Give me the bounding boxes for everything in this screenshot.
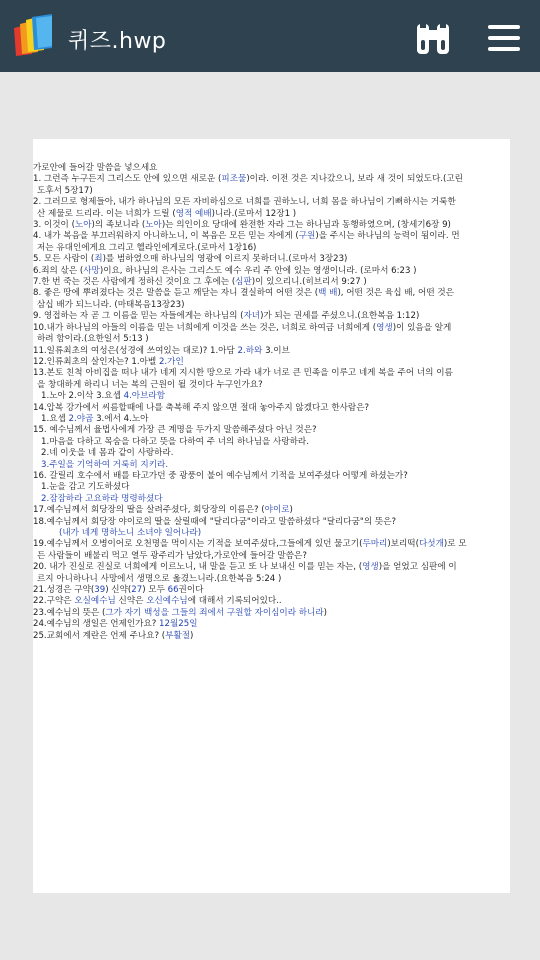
document-line xyxy=(33,334,500,345)
answer-text: 오실예수님 xyxy=(74,596,116,607)
question-text: 도후서 5장17) xyxy=(37,185,93,196)
document-line xyxy=(33,528,500,539)
question-text: 5. 모든 사람이 ( xyxy=(33,254,95,265)
question-text: 하려 함이라.(요한일서 5:13 ) xyxy=(37,334,149,345)
question-text: )가 되는 권세를 주셨으니.(요한복음 1:12) xyxy=(260,311,420,322)
question-text: 12.인류최초의 살인자는? 1.아벨 xyxy=(33,356,159,367)
document-line xyxy=(33,311,500,322)
question-text: 1.눈을 감고 기도하셨다 xyxy=(41,482,130,493)
question-text: 2.네 이웃을 네 몸과 같이 사랑하라. xyxy=(41,448,174,459)
question-text: 10.내가 하나님의 아들의 이름을 믿는 너희에게 이것을 쓰는 것은, 너희로 하여금 너희에게 ( xyxy=(33,322,377,333)
answer-text: 66 xyxy=(167,585,179,596)
document-line xyxy=(33,254,500,265)
hamburger-menu-icon[interactable] xyxy=(484,18,524,58)
question-text: 17.예수님께서 회당장의 딸을 살려주셨다, 회당장의 이름은? ( xyxy=(33,505,265,516)
question-text: 22.구약은 xyxy=(33,596,75,607)
answer-text: 4.아브라함 xyxy=(123,391,166,402)
document-line xyxy=(33,471,500,482)
question-text: 든 사람들이 배불리 먹고 열두 광주리가 남았다,가로안에 들어갈 말씀은? xyxy=(37,550,307,561)
question-text: 1. 그런즉 누구든지 그리스도 안에 있으면 새로운 ( xyxy=(33,174,222,185)
document-line xyxy=(33,631,500,642)
answer-text: 두마리 xyxy=(362,539,388,550)
question-text: 16. 갈릴리 호수에서 배를 타고가던 중 광풍이 불어 예수님께서 기적을 보여주셨다 어떻게 하셨는가? xyxy=(33,470,408,481)
document-line xyxy=(33,186,500,197)
document-line xyxy=(33,220,500,231)
document-line xyxy=(33,380,500,391)
document-line xyxy=(33,494,500,505)
answer-text: 2.가인 xyxy=(158,356,184,367)
question-text: 19.예수님께서 오병이어로 오천명을 먹이시는 기적을 보여주셨다,그들에게 있던 물고기( xyxy=(33,539,363,550)
answer-text: 영적 예배 xyxy=(175,208,212,219)
question-text: 3.에서 4.노아 xyxy=(93,413,149,424)
question-text: ) xyxy=(190,630,194,641)
answer-text: 노아 xyxy=(74,220,92,231)
document-body xyxy=(33,139,510,642)
question-text: 1.마음을 다하고 목숨을 다하고 뜻을 다하여 주 너의 하나님을 사랑하라. xyxy=(41,436,309,447)
document-line xyxy=(33,574,500,585)
question-text: 11.일류최초의 여성은(성경에 쓰여있는 대로)? 1.아담 xyxy=(33,345,238,356)
document-line xyxy=(33,323,500,334)
question-text: 23.예수님의 뜻은 ( xyxy=(33,607,106,618)
answer-text: 3.주일을 기억하여 거룩히 지키라. xyxy=(41,459,169,470)
question-text: 3. 이것이 ( xyxy=(33,220,75,231)
question-text: 6.죄의 삯은 ( xyxy=(33,265,84,276)
question-text: )니라.(로마서 12장1 ) xyxy=(211,208,297,219)
document-line xyxy=(33,460,500,471)
question-text: )이 있음을 알게 xyxy=(392,322,452,333)
question-text: )을 주시는 하나님의 능력이 됨이라. 먼 xyxy=(315,231,460,242)
document-line xyxy=(33,562,500,573)
answer-text: 자녀 xyxy=(243,311,261,322)
answer-text: 구원 xyxy=(298,231,316,242)
answer-text: 죄 xyxy=(94,254,103,265)
answer-text: 그가 자기 백성을 그들의 죄에서 구원할 자이심이라 하니라 xyxy=(105,607,324,618)
document-page xyxy=(33,139,510,893)
question-text: 에 대해서 기록되어있다.. xyxy=(187,596,282,607)
question-text: 14.압복 강가에서 씨름할때에 나를 축복해 주지 않으면 절대 놓아주지 않겠다고 한사람은? xyxy=(33,402,370,413)
question-text: 8. 좋은 땅에 뿌려졌다는 것은 말씀을 듣고 깨닫는 자니 결실하여 어떤 것은 ( xyxy=(33,288,319,299)
question-text: ) xyxy=(289,505,293,516)
question-text: 7.한 번 죽는 것은 사람에게 정하신 것이요 그 후에는 ( xyxy=(33,277,236,288)
answer-text: 27 xyxy=(131,585,143,596)
document-line xyxy=(33,174,500,185)
document-heading: 가로안에 들어갈 말씀을 넣으세요 xyxy=(33,163,158,173)
question-text: 21.성경은 구약( xyxy=(33,585,95,596)
question-text: )이라. 이전 것은 지나갔으니, 보라 새 것이 되었도다.(고린 xyxy=(246,174,463,185)
answer-text: 야이로 xyxy=(264,505,290,516)
question-text: 저는 유대인에게요 그리고 헬라인에게로다.(로마서 1장16) xyxy=(37,242,257,253)
document-line xyxy=(33,346,500,357)
question-text: 15. 예수님께서 율법사에게 가장 큰 계명을 두가지 말씀해주셨다 아닌 것은? xyxy=(33,425,317,436)
question-text: )보리떡( xyxy=(387,539,419,550)
document-line xyxy=(33,608,500,619)
document-line xyxy=(33,391,500,402)
question-text: ) 모두 xyxy=(142,585,168,596)
document-line xyxy=(33,551,500,562)
question-text: 9. 영접하는 자 곧 그 이름을 믿는 자들에게는 하나님의 ( xyxy=(33,311,244,322)
question-text: 2. 그러므로 형제들아, 내가 하나님의 모든 자비하심으로 너희를 권하노니, 너희 몸을 하나님이 기뻐하시는 거룩한 xyxy=(33,197,456,208)
answer-text: 39 xyxy=(94,585,106,596)
document-line xyxy=(33,437,500,448)
answer-text: (내가 네게 명하노니 소녀야 일어나라) xyxy=(59,528,202,538)
question-text: 13.본토 친척 아비집을 떠나 내가 네게 지시한 땅으로 가라 내가 너로 큰 민족을 이루고 네게 복을 주어 너의 이름 xyxy=(33,368,453,379)
question-text: 20. 내가 진실로 진실로 너희에게 이르노니, 내 말을 듣고 또 나 보내신 이를 믿는 자는, ( xyxy=(33,562,363,573)
question-text: 르지 아니하나니 사망에서 생명으로 옮겼느니라.(요한복음 5:24 ) xyxy=(37,573,282,584)
document-line xyxy=(33,357,500,368)
document-line xyxy=(33,231,500,242)
question-text: 권이다 xyxy=(178,585,204,596)
answer-text: 영생 xyxy=(362,562,379,573)
document-line xyxy=(33,448,500,459)
document-line xyxy=(33,403,500,414)
document-line xyxy=(33,368,500,379)
binoculars-icon[interactable] xyxy=(413,18,453,58)
answer-text: 영생 xyxy=(376,322,393,333)
document-line xyxy=(33,517,500,528)
question-text: 삼십 배가 되느니라. (마태복음13장23) xyxy=(37,299,185,310)
document-line xyxy=(33,414,500,425)
question-text: )의 족보니라 ( xyxy=(91,220,146,231)
question-text: 1.노아 2.이삭 3.요셉 xyxy=(41,391,124,402)
document-line xyxy=(33,482,500,493)
document-line xyxy=(33,266,500,277)
answer-text: 2.잠잠하라 고요하라 명령하셨다 xyxy=(41,493,163,504)
question-text: 3.이브 xyxy=(262,345,290,356)
answer-text: 피조물 xyxy=(221,174,247,185)
answer-text: 2.하와 xyxy=(237,345,263,356)
document-line xyxy=(33,596,500,607)
polaris-book-logo-icon xyxy=(8,10,60,62)
question-text: )을 얻었고 심판에 이 xyxy=(378,562,457,573)
question-text: )는 의인이요 당대에 완전한 자라 그는 하나님과 동행하였으며, (창세기6장 9) xyxy=(161,220,451,231)
answer-text: 심판 xyxy=(235,277,252,288)
answer-text: 오신예수님 xyxy=(146,596,188,607)
document-line xyxy=(33,209,500,220)
question-text: )이요, 하나님의 은사는 그리스도 예수 우리 주 안에 있는 영생이니라. (로마서 6:23 ) xyxy=(99,265,417,276)
answer-text: 노아 xyxy=(145,220,162,231)
document-line xyxy=(33,300,500,311)
answer-text: 사망 xyxy=(83,265,100,276)
document-line xyxy=(33,197,500,208)
document-line xyxy=(33,619,500,630)
document-line xyxy=(33,288,500,299)
question-text: 1.요셉 xyxy=(41,413,69,424)
document-line xyxy=(33,243,500,254)
document-line xyxy=(33,585,500,596)
answer-text: 다섯개 xyxy=(418,539,444,550)
document-title: 퀴즈.hwp xyxy=(68,29,167,54)
question-list xyxy=(33,174,500,642)
document-line xyxy=(33,425,500,436)
question-text: ), 어떤 것은 육십 배, 어떤 것은 xyxy=(337,288,454,299)
question-text: 25.교회에서 계란은 언제 주나요? ( xyxy=(33,630,166,641)
answer-text: 부활절 xyxy=(165,630,191,641)
question-text: ) 신약( xyxy=(105,585,132,596)
document-line xyxy=(33,505,500,516)
app-toolbar xyxy=(0,0,540,72)
question-text: 18.예수님께서 회당장 야이로의 딸을 살릴때에 "달리다굼"이라고 말씀하셨다 "달리다굼"의 뜻은? xyxy=(33,516,397,527)
question-text: 을 창대하게 하리니 너는 복의 근원이 될 것이다 누구인가요? xyxy=(37,379,263,390)
question-text: ) xyxy=(323,607,328,618)
answer-text: 12월25일 xyxy=(159,619,198,630)
document-line xyxy=(33,539,500,550)
question-text: 4. 내가 복음을 부끄러워하지 아니하노니, 이 복음은 모든 믿는 자에게 ( xyxy=(33,231,299,242)
question-text: 24.예수님의 생일은 언제인가요? xyxy=(33,619,160,630)
question-text: 신약은 xyxy=(115,596,147,607)
question-text: )이 있으리니.(히브리서 9:27 ) xyxy=(251,277,367,288)
question-text: )로 모 xyxy=(443,539,467,550)
answer-text: 백 배 xyxy=(318,288,338,299)
question-text: 산 제물로 드리라. 이는 너희가 드릴 ( xyxy=(37,208,176,219)
question-text: )를 범하였으매 하나님의 영광에 이르지 못하더니.(로마서 3장23) xyxy=(102,254,348,265)
document-line xyxy=(33,277,500,288)
answer-text: 2.야곱 xyxy=(68,413,94,424)
